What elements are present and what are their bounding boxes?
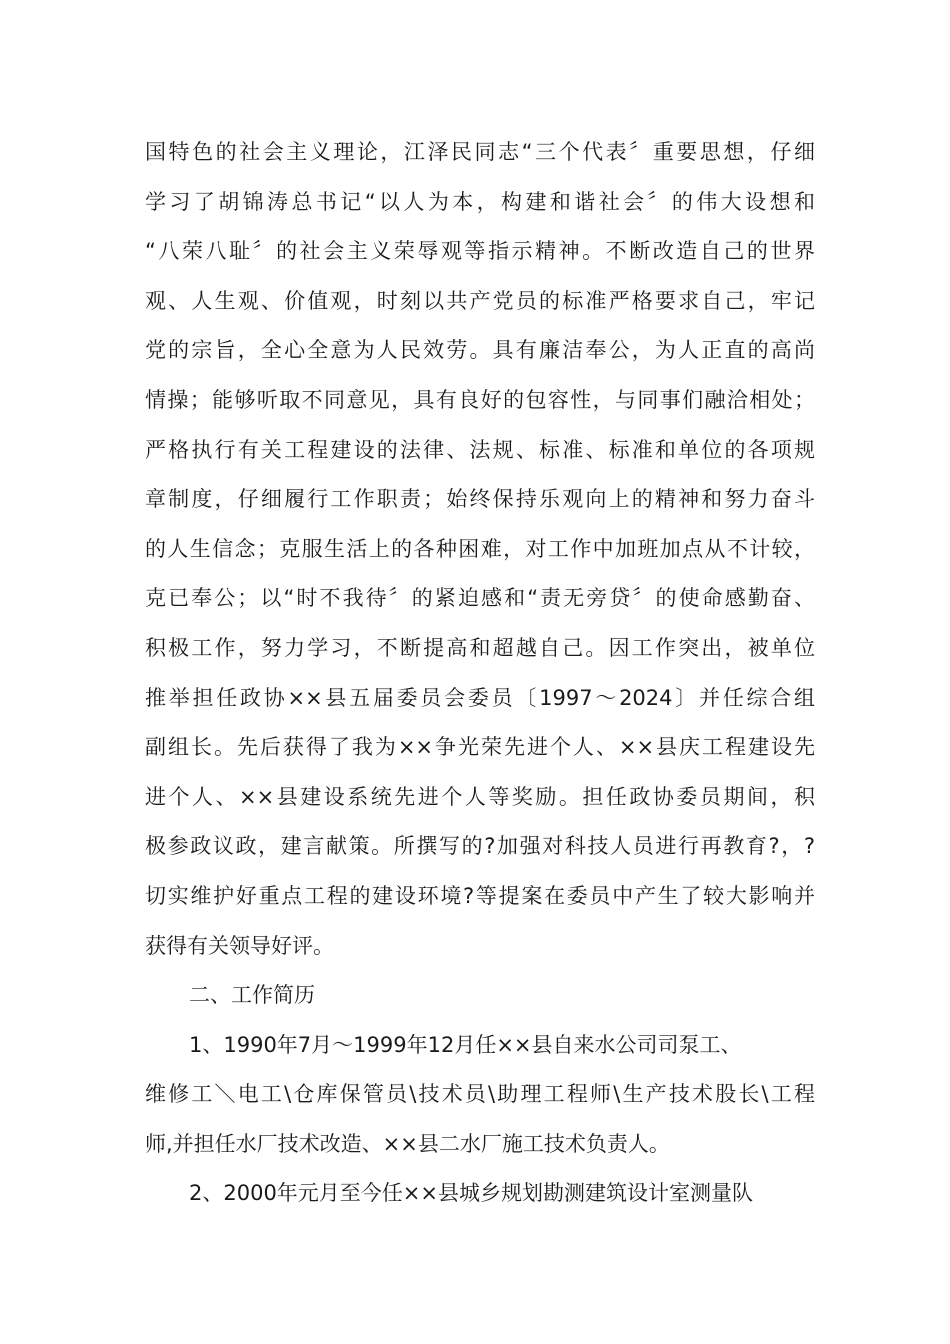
text-line: 进个人、××县建设系统先进个人等奖励。担任政协委员期间，积 bbox=[145, 784, 815, 809]
document-body bbox=[145, 128, 815, 1219]
text-line: 积极工作，努力学习，不断提高和超越自己。因工作突出，被单位 bbox=[145, 635, 815, 660]
text-line: 切实维护好重点工程的建设环境?等提案在委员中产生了较大影响并 bbox=[145, 883, 815, 908]
paragraph-work-history-1 bbox=[145, 1021, 815, 1170]
text-line: 2、2000年元月至今任××县城乡规划勘测建筑设计室测量队 bbox=[189, 1181, 753, 1206]
section-heading: 二、工作简历 bbox=[189, 983, 315, 1008]
text-line: 获得有关领导好评。 bbox=[145, 933, 334, 958]
paragraph-work-history-2 bbox=[145, 1169, 815, 1219]
text-line: 党的宗旨，全心全意为人民效劳。具有廉洁奉公，为人正直的高尚 bbox=[145, 338, 815, 363]
text-line: 国特色的社会主义理论，江泽民同志“三个代表〞重要思想，仔细 bbox=[145, 140, 815, 164]
text-line: 维修工＼电工\仓库保管员\技术员\助理工程师\生产技术股长\工程 bbox=[145, 1082, 815, 1107]
text-line: 副组长。先后获得了我为××争光荣先进个人、××县庆工程建设先 bbox=[145, 735, 815, 760]
text-line: 1、1990年7月～1999年12月任××县自来水公司司泵工、 bbox=[189, 1032, 742, 1057]
text-line: “八荣八耻〞的社会主义荣辱观等指示精神。不断改造自己的世界 bbox=[145, 239, 815, 264]
text-line: 极参政议政，建言献策。所撰写的?加强对科技人员进行再教育?，? bbox=[145, 834, 815, 859]
section-heading-work-history bbox=[145, 971, 815, 1021]
text-line: 推举担任政协××县五届委员会委员〔1997～2024〕并任综合组 bbox=[145, 685, 815, 710]
text-line: 章制度，仔细履行工作职责；始终保持乐观向上的精神和努力奋斗 bbox=[145, 487, 815, 512]
text-line: 学习了胡锦涛总书记“以人为本，构建和谐社会〞的伟大设想和 bbox=[145, 189, 815, 214]
text-line: 观、人生观、价值观，时刻以共产党员的标准严格要求自己，牢记 bbox=[145, 288, 815, 313]
text-line: 师,并担任水厂技术改造、××县二水厂施工技术负责人。 bbox=[145, 1131, 670, 1156]
text-line: 情操；能够听取不同意见，具有良好的包容性，与同事们融洽相处； bbox=[145, 387, 815, 412]
paragraph-self-assessment bbox=[145, 128, 815, 971]
text-line: 的人生信念；克服生活上的各种困难，对工作中加班加点从不计较， bbox=[145, 536, 815, 561]
text-line: 克已奉公；以“时不我待〞的紧迫感和“责无旁贷〞的使命感勤奋、 bbox=[145, 586, 815, 611]
text-line: 严格执行有关工程建设的法律、法规、标准、标准和单位的各项规 bbox=[145, 437, 815, 462]
